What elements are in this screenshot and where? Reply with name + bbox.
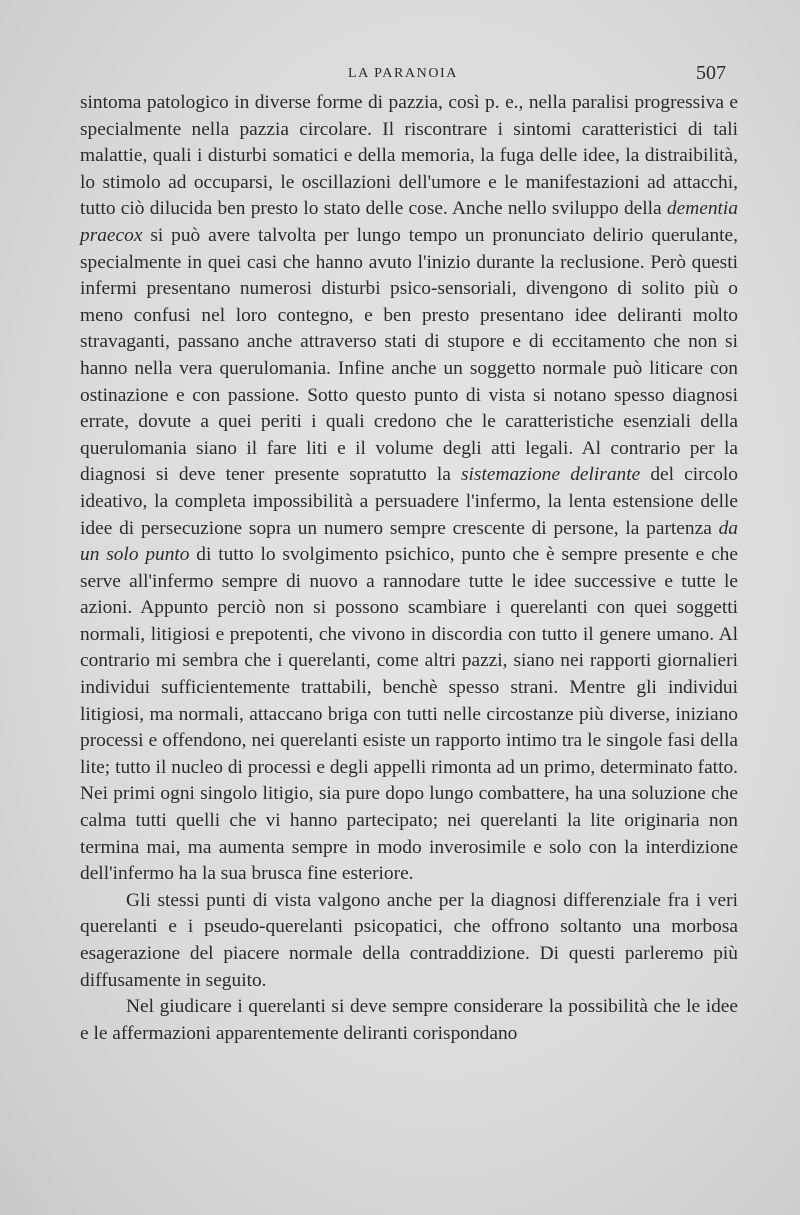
running-head: LA PARANOIA: [347, 66, 459, 81]
italic-run: da un solo punto: [80, 517, 738, 566]
paragraph: [80, 90, 738, 888]
text-run: si può avere talvolta per lungo tempo un pronunciato delirio querulante, specialmente in quei casi che hanno avuto l'inizio durante la reclusione. Però questi infermi presentano numerosi disturbi psico-sensoriali, divengono di solito più o meno confusi nel loro contegno, e ben presto presentano idee deliranti molto stravaganti, passano anche attraverso stati di stupore e di eccitamento che non si hanno nella vera querulomania. Infine anche un soggetto normale può liticare con ostinazione e con passione. Sotto questo punto di vista si notano spesso diagnosi errate, dovute a quei periti i quali credono che le caratteristiche esenziali della querulomania siano il fare liti e il volume degli atti legali. Al contrario per la diagnosi si deve tener presente sopratutto la: [80, 224, 738, 486]
text-run: di tutto lo svolgimento psichico, punto che è sempre presente e che serve all'infermo sempre di nuovo a rannodare tutte le idee successive e tutte le azioni. Appunto perciò non si possono scambiare i querelanti con quei soggetti normali, litigiosi e prepotenti, che vivono in discordia con tutto il genere umano. Al contrario mi sembra che i querelanti, come altri pazzi, siano nei rapporti giornalieri individui sufficientemente trattabili, benchè spesso strani. Mentre gli individui litigiosi, ma normali, attaccano briga con tutti nelle circostanze più diverse, iniziano processi e offendono, nei querelanti esiste un rapporto intimo tra le singole fasi della lite; tutto il nucleo di processi e degli appelli rimonta ad un primo, determinato fatto. Nei primi ogni singolo litigio, sia pure dopo lungo combattere, ha una soluzione che calma tutti quelli che vi hanno partecipato; nei querelanti la lite originaria non termina mai, ma aumenta sempre in modo inverosimile e solo con la interdizione dell'infermo ha la sua brusca fine esteriore.: [80, 544, 738, 885]
text-run: Gli stessi punti di vista valgono anche per la diagnosi differenziale fra i veri querelanti e i pseudo-querelanti psicopatici, che offrono soltanto una morbosa esagerazione del piacere normale della contraddizione. Di questi parleremo più diffusamente in seguito.: [80, 889, 738, 991]
page-header: [80, 62, 726, 90]
text-run: del circolo ideativo, la completa impossibilità a persuadere l'infermo, la lenta estensione delle idee di persecuzione sopra un numero sempre crescente di persone, la partenza: [80, 464, 738, 539]
paragraph: [80, 994, 738, 1047]
page-number: 507: [696, 62, 726, 84]
paragraph: [80, 888, 738, 994]
text-run: sintoma patologico in diverse forme di pazzia, così p. e., nella paralisi progressiva e specialmente nella pazzia circolare. Il riscontrare i sintomi caratteristici di tali malattie, quali i disturbi somatici e della memoria, la fuga delle idee, la distraibilità, lo stimolo ad occuparsi, le oscillazioni dell'umore e le manifestazioni ad attacchi, tutto ciò dilucida ben presto lo stato delle cose. Anche nello sviluppo della: [80, 92, 738, 220]
body-text: [80, 90, 738, 1047]
text-run: Nel giudicare i querelanti si deve sempre considerare la possibilità che le idee e le affermazioni apparentemente deliranti corispondano: [80, 996, 738, 1044]
italic-run: dementia praecox: [80, 198, 738, 246]
italic-run: sistemazione delirante: [460, 464, 641, 486]
